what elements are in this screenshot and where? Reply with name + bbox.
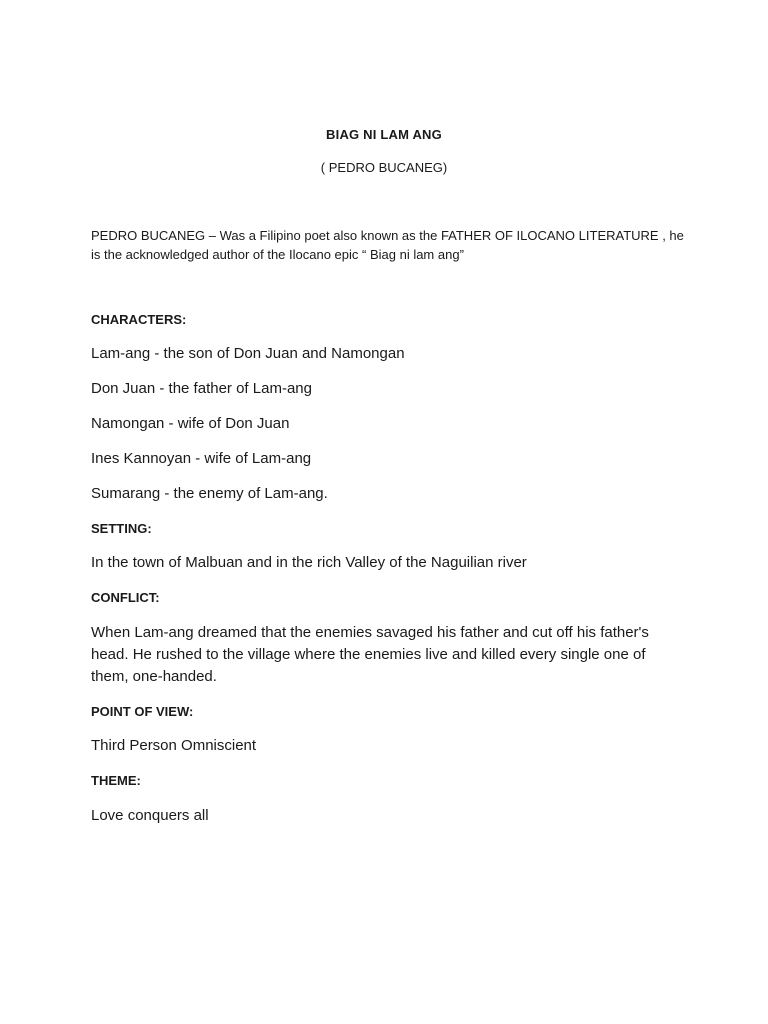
character-item: Don Juan - the father of Lam-ang: [91, 380, 312, 397]
document-subtitle: ( PEDRO BUCANEG): [320, 160, 448, 175]
character-item: Namongan - wife of Don Juan: [91, 415, 290, 432]
character-item: Sumarang - the enemy of Lam-ang.: [91, 485, 328, 502]
character-item: Lam-ang - the son of Don Juan and Namongan: [91, 345, 405, 362]
point-of-view-text: Third Person Omniscient: [91, 737, 257, 754]
document-title: BIAG NI LAM ANG: [326, 127, 442, 142]
intro-paragraph: PEDRO BUCANEG – Was a Filipino poet also known as the FATHER OF ILOCANO LITERATURE , he is the acknowledged author of the Ilocano epic “ Biag ni lam ang”: [91, 228, 684, 262]
theme-heading: THEME:: [91, 773, 141, 788]
conflict-heading: CONFLICT:: [91, 590, 160, 605]
point-of-view-heading: POINT OF VIEW:: [91, 704, 194, 719]
setting-heading: SETTING:: [91, 521, 152, 536]
characters-heading: CHARACTERS:: [91, 312, 187, 327]
character-item: Ines Kannoyan - wife of Lam-ang: [91, 450, 312, 467]
setting-text: In the town of Malbuan and in the rich Valley of the Naguilian river: [91, 554, 527, 571]
theme-text: Love conquers all: [91, 807, 209, 824]
conflict-text: When Lam-ang dreamed that the enemies savaged his father and cut off his father's head. He rushed to the village where the enemies live and killed every single one of them, one-handed.: [91, 624, 649, 685]
